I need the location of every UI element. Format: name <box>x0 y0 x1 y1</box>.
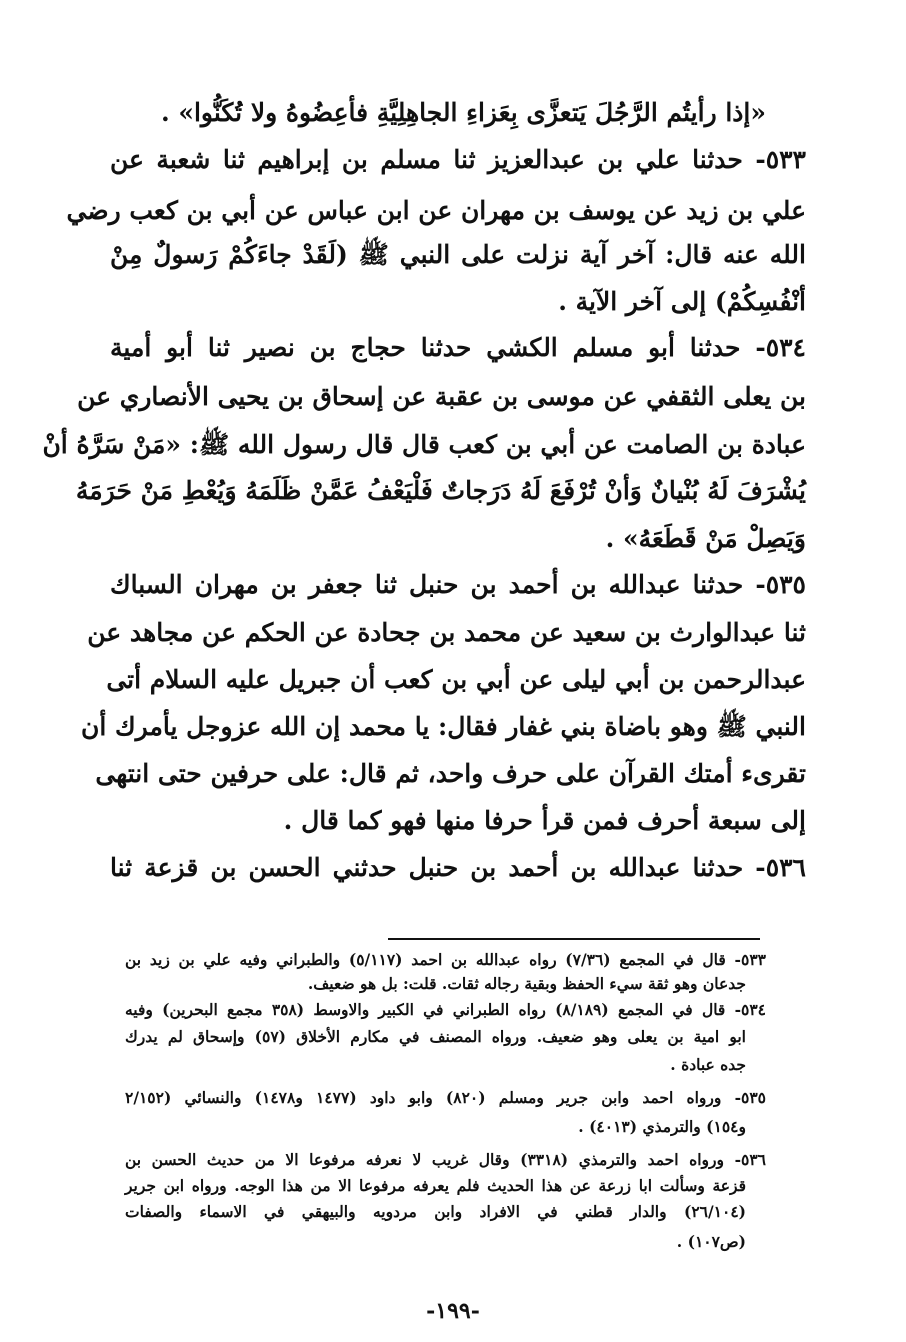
hadith-line: «إذا رأيتُم الرَّجُلَ يَتعزَّى بِعَزاءِ الجاهِلِيَّةِ فأعِضُوهُ ولا تُكَنُّوا» . <box>160 98 766 127</box>
page-number: -١٩٩- <box>426 1298 480 1324</box>
footnote-line: و١٥٤) والترمذي (٤٠١٣) . <box>578 1117 746 1136</box>
footnote-line: (٢٦/١٠٤) والدار قطني في الافراد وابن مردويه والبيهقي في الاسماء والصفات <box>125 1202 746 1221</box>
hadith-line: النبي ﷺ وهو باضاة بني غفار فقال: يا محمد إن الله عزوجل يأمرك أن <box>81 712 806 741</box>
footnote-line: (ص١٠٧) . <box>676 1232 746 1251</box>
hadith-line: ثنا عبدالوارث بن سعيد عن محمد بن جحادة عن الحكم عن مجاهد عن <box>87 618 806 647</box>
footnote-line: جدعان وهو ثقة سيء الحفظ وبقية رجاله ثقات. قلت: بل هو ضعيف. <box>307 974 746 993</box>
hadith-line: يُشْرَفَ لَهُ بُنْيانٌ وَأنْ تُرْفَعَ لَهُ دَرَجاتٌ فَلْيَعْفُ عَمَّنْ ظَلَمَهُ وَيُعْطِ مَنْ حَرَمَهُ <box>75 476 806 505</box>
footnote-line: قزعة وسألت ابا زرعة عن هذا الحديث فلم يعرفه مرفوعا الا من هذا الوجه. ورواه ابن جرير <box>125 1176 746 1195</box>
hadith-line: علي بن زيد عن يوسف بن مهران عن ابن عباس عن أبي بن كعب رضي <box>66 196 806 225</box>
hadith-line: أنْفُسِكُمْ) إلى آخر الآية . <box>558 287 806 316</box>
hadith-line: عبادة بن الصامت عن أبي بن كعب قال قال رسول الله ﷺ: «مَنْ سَرَّهُ أنْ <box>42 430 806 459</box>
hadith-line: تقرىء أمتك القرآن على حرف واحد، ثم قال: على حرفين حتى انتهى <box>95 759 806 788</box>
footnote-line: ٥٣٥- ورواه احمد وابن جرير ومسلم (٨٢٠) وابو داود (١٤٧٧ و١٤٧٨) والنسائي (٢/١٥٢ <box>125 1088 766 1107</box>
hadith-line: الله عنه قال: آخر آية نزلت على النبي ﷺ (لَقَدْ جاءَكُمْ رَسولٌ مِنْ <box>110 240 806 269</box>
footnote-line: ٥٣٤- قال في المجمع (٨/١٨٩) رواه الطبراني في الكبير والاوسط (٣٥٨ مجمع البحرين) وفيه <box>125 1000 766 1019</box>
footnote-line: جده عبادة . <box>670 1055 746 1074</box>
hadith-line: ٥٣٥- حدثنا عبدالله بن أحمد بن حنبل ثنا جعفر بن مهران السباك <box>110 570 806 599</box>
hadith-line: عبدالرحمن بن أبي ليلى عن أبي بن كعب أن جبريل عليه السلام أتى <box>106 665 806 694</box>
footnote-separator <box>388 938 760 940</box>
hadith-line: بن يعلى الثقفي عن موسى بن عقبة عن إسحاق بن يحيى الأنصاري عن <box>77 382 806 411</box>
hadith-line: إلى سبعة أحرف فمن قرأ حرفا منها فهو كما قال . <box>283 806 806 835</box>
footnote-line: ٥٣٣- قال في المجمع (٧/٣٦) رواه عبدالله بن احمد (٥/١١٧) والطبراني وفيه علي بن زيد بن <box>125 950 766 969</box>
hadith-line: ٥٣٦- حدثنا عبدالله بن أحمد بن حنبل حدثني الحسن بن قزعة ثنا <box>110 853 806 882</box>
hadith-line: ٥٣٣- حدثنا علي بن عبدالعزيز ثنا مسلم بن إبراهيم ثنا شعبة عن <box>110 145 806 174</box>
footnote-line: ٥٣٦- ورواه احمد والترمذي (٣٣١٨) وقال غريب لا نعرفه مرفوعا الا من حديث الحسن بن <box>125 1150 766 1169</box>
footnote-line: ابو امية بن يعلى وهو ضعيف. ورواه المصنف في مكارم الأخلاق (٥٧) وإسحاق لم يدرك <box>125 1027 746 1046</box>
hadith-line: وَيَصِلْ مَنْ قَطَعَهُ» . <box>605 524 806 553</box>
hadith-line: ٥٣٤- حدثنا أبو مسلم الكشي حدثنا حجاج بن نصير ثنا أبو أمية <box>110 333 806 362</box>
